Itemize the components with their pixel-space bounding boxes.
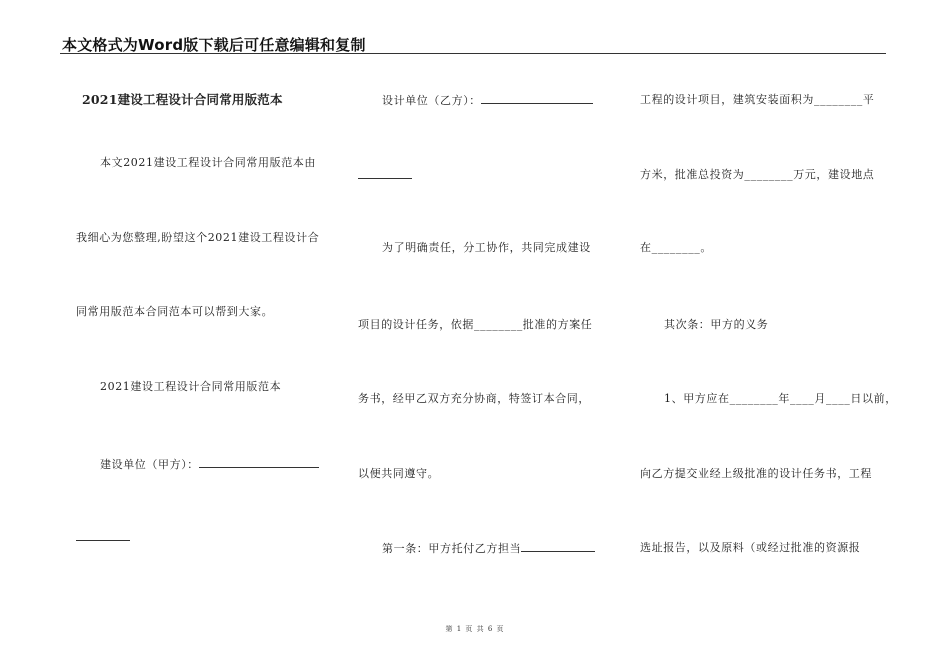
text-line (100, 457, 319, 472)
text-line-content: 为了明确责任，分工协作，共同完成建设 (382, 241, 591, 254)
text-line-content: 方米，批准总投资为________万元，建设地点 (640, 168, 875, 181)
text-line-content: 在________。 (640, 241, 712, 254)
fill-in-blank (199, 457, 319, 468)
text-line (76, 231, 319, 245)
text-line-content: 项目的设计任务，依据________批准的方案任 (358, 318, 593, 331)
text-line-content: 向乙方提交业经上级批准的设计任务书，工程 (640, 467, 872, 480)
fill-in-blank (521, 541, 595, 552)
text-line-content: 其次条：甲方的义务 (664, 318, 769, 331)
text-line-content: 同常用版范本合同范本可以帮到大家。 (76, 305, 274, 318)
fill-in-blank (76, 530, 130, 541)
text-line (640, 93, 874, 107)
page-footer: 第 1 页 共 6 页 (445, 625, 505, 633)
text-line (358, 392, 590, 406)
text-line (358, 318, 592, 332)
text-line-content: 务书，经甲乙双方充分协商，特签订本合同， (358, 392, 590, 405)
text-line-content: 建设单位（甲方）： (100, 458, 199, 471)
text-line (664, 392, 897, 406)
text-line-content: 以便共同遵守。 (358, 467, 440, 480)
text-line-content: 设计单位（乙方）： (382, 94, 481, 107)
text-line (640, 168, 874, 182)
text-line (82, 93, 283, 107)
text-line-content: 我细心为您整理,盼望这个2021建设工程设计合 (76, 231, 320, 244)
text-line-content: 工程的设计项目，建筑安装面积为________平 (640, 93, 875, 106)
text-line (382, 541, 595, 556)
text-line (640, 467, 872, 481)
text-line-content: 2021建设工程设计合同常用版范本 (82, 92, 283, 107)
text-line (358, 168, 412, 183)
text-line (100, 156, 316, 170)
text-line (664, 318, 768, 332)
text-line (640, 541, 860, 555)
text-line (76, 530, 130, 545)
text-line-content: 第一条：甲方托付乙方担当 (382, 542, 522, 555)
text-line (382, 241, 591, 255)
text-line-content: 本文2021建设工程设计合同常用版范本由 (100, 156, 316, 169)
header-divider (60, 53, 886, 54)
fill-in-blank (481, 93, 593, 104)
text-line-content: 选址报告，以及原料（或经过批准的资源报 (640, 541, 861, 554)
text-line (382, 93, 593, 108)
text-line (640, 241, 712, 255)
document-header-title: 本文格式为Word版下载后可任意编辑和复制 (62, 36, 366, 54)
text-line (100, 380, 281, 394)
text-line (358, 467, 439, 481)
fill-in-blank (358, 168, 412, 179)
text-line (76, 305, 273, 319)
text-line-content: 2021建设工程设计合同常用版范本 (100, 380, 282, 393)
text-line-content: 1、甲方应在________年____月____日以前， (664, 392, 897, 405)
